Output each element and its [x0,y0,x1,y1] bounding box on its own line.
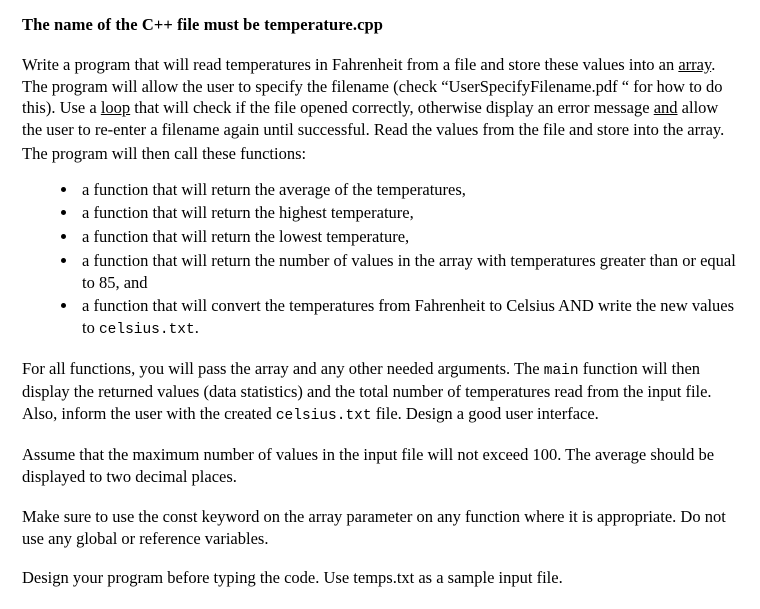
functions-text-3: file. Design a good user interface. [371,404,599,424]
design-paragraph: Design your program before typing the code. Use temps.txt as a sample input file. [22,568,563,588]
assume-paragraph: Assume that the maximum number of values in the input file will not exceed 100. The average should be displayed to two decimal places. [22,445,715,487]
page-title: The name of the C++ file must be temperature.cpp [22,15,384,34]
intro-text-3: that will check if the file opened correctly, otherwise display an error message [130,98,654,118]
functions-text-1: For all functions, you will pass the array and any other needed arguments. The [22,359,544,379]
intro-text-2: . The program will allow the user to specify the filename (check “UserSpecifyFilename.pdf “ for how to do this). Use a [22,54,723,118]
list-item-text-after: . [194,318,199,338]
celsius-file-code: celsius.txt [275,408,372,425]
list-item-text-before: a function that will convert the temperatures from Fahrenheit to Celsius AND write the new values to [82,296,735,338]
list-item: • a function that will return the number of values in the array with temperatures greater than or equal to 85, and [78,250,738,294]
main-function-code: main [543,363,579,380]
intro-text-4: allow the user to re-enter a filename again until successful. Read the values from the file and store into the array. [22,98,725,140]
intro-underline-array: array [678,54,712,74]
intro-text-1: Write a program that will read temperatures in Fahrenheit from a file and store these values into an [22,54,679,74]
intro-paragraph [22,54,738,141]
list-item: • a function that will return the lowest temperature, [78,226,738,248]
const-paragraph: Make sure to use the const keyword on the array parameter on any function where it is appropriate. Do not use any global or reference variables. [22,506,726,548]
list-item: • a function that will return the highest temperature, [78,202,738,224]
list-item: • a function that will return the average of the temperatures, [78,179,738,201]
functions-lead-paragraph: The program will then call these functions: [22,143,307,163]
functions-list [22,179,738,341]
celsius-file-code: celsius.txt [98,322,195,339]
functions-text-2: function will then display the returned values (data statistics) and the total number of temperatures read from the input file. Also, inform the user with the created [22,359,712,424]
intro-underline-and: and [653,98,678,118]
intro-underline-loop: loop [100,98,131,118]
functions-paragraph [22,358,738,426]
list-item [78,295,738,340]
